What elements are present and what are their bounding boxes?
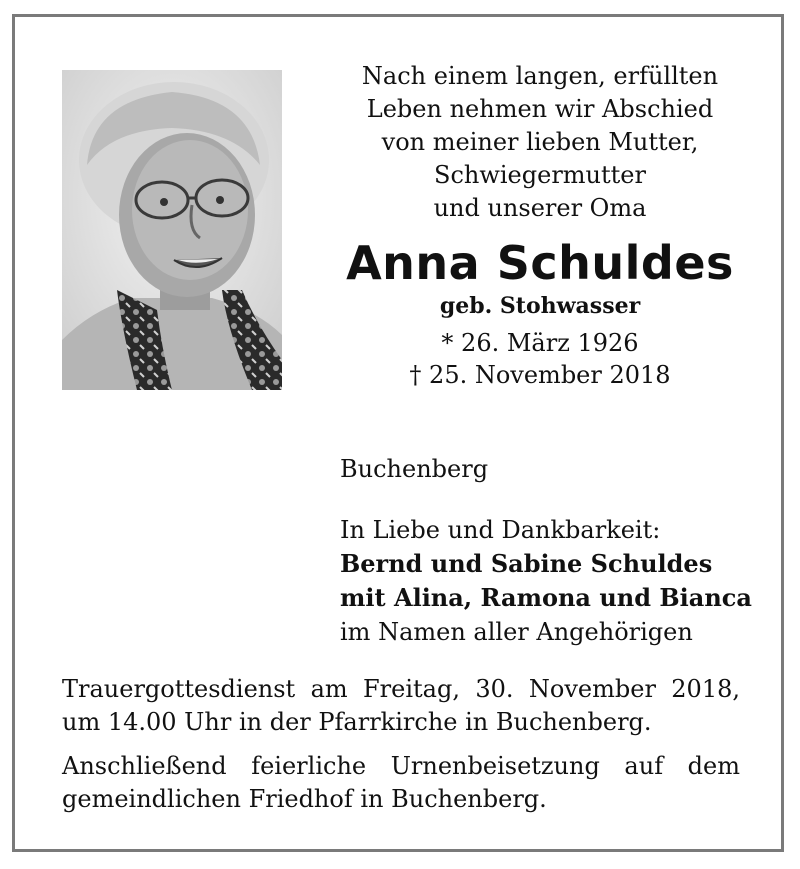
deceased-name: Anna Schuldes — [346, 236, 734, 290]
mourners-line: mit Alina, Ramona und Bianca — [340, 583, 752, 612]
burial-line: Anschließend feierliche Urnenbeisetzung auf dem — [62, 752, 740, 780]
mourners-block — [340, 513, 752, 649]
death-date: † 25. November 2018 — [409, 361, 671, 389]
place-name: Buchenberg — [340, 455, 489, 483]
intro-line: von meiner lieben Mutter, — [381, 128, 699, 156]
burial-line: gemeindlichen Friedhof in Buchenberg. — [62, 785, 547, 813]
mourners-closing: im Namen aller Angehörigen — [340, 618, 693, 646]
intro-line: Leben nehmen wir Abschied — [366, 95, 714, 123]
portrait-illustration — [62, 70, 282, 390]
burial-info — [62, 750, 740, 816]
service-info — [62, 673, 740, 739]
announcement-column — [330, 60, 750, 391]
life-dates — [330, 327, 750, 391]
intro-line: Nach einem langen, erfüllten — [361, 62, 719, 90]
service-line: um 14.00 Uhr in der Pfarrkirche in Buchenberg. — [62, 708, 652, 736]
intro-line: Schwiegermutter — [434, 161, 646, 189]
mourners-intro: In Liebe und Dankbarkeit: — [340, 516, 661, 544]
portrait-photo — [62, 70, 282, 390]
maiden-name: geb. Stohwasser — [439, 293, 641, 319]
intro-line: und unserer Oma — [433, 194, 647, 222]
birth-date: * 26. März 1926 — [441, 329, 639, 357]
intro-text — [330, 60, 750, 225]
service-line: Trauergottesdienst am Freitag, 30. November 2018, — [62, 675, 740, 703]
mourners-line: Bernd und Sabine Schuldes — [340, 549, 713, 578]
